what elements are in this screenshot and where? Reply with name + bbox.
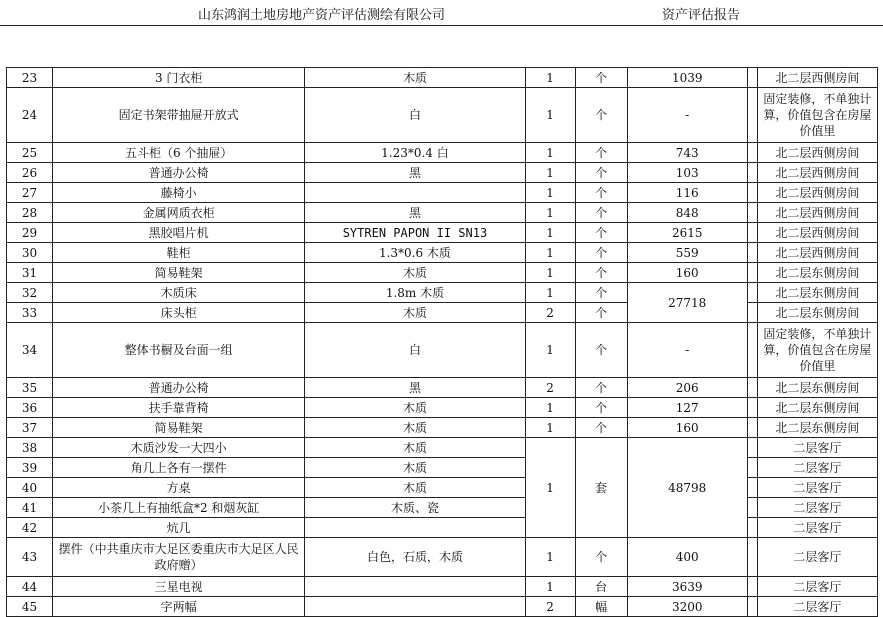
row-number: 28 xyxy=(7,203,53,223)
item-location: 北二层东侧房间 xyxy=(757,263,877,283)
gap-cell xyxy=(747,577,757,597)
item-qty: 1 xyxy=(525,88,575,143)
item-name: 固定书架带抽屉开放式 xyxy=(53,88,305,143)
row-number: 45 xyxy=(7,597,53,617)
item-unit: 个 xyxy=(575,398,627,418)
item-spec xyxy=(305,183,525,203)
gap-cell xyxy=(747,498,757,518)
item-spec: 白色，石质，木质 xyxy=(305,538,525,577)
item-name: 藤椅小 xyxy=(53,183,305,203)
gap-cell xyxy=(747,538,757,577)
gap-cell xyxy=(747,458,757,478)
row-number: 36 xyxy=(7,398,53,418)
item-unit: 个 xyxy=(575,143,627,163)
item-qty: 1 xyxy=(525,398,575,418)
item-value: 27718 xyxy=(627,283,747,323)
item-spec: 木质 xyxy=(305,478,525,498)
item-name: 方桌 xyxy=(53,478,305,498)
item-name: 鞋柜 xyxy=(53,243,305,263)
item-location: 北二层东侧房间 xyxy=(757,398,877,418)
item-value: 103 xyxy=(627,163,747,183)
item-name: 普通办公椅 xyxy=(53,378,305,398)
item-unit: 个 xyxy=(575,418,627,438)
item-qty: 2 xyxy=(525,303,575,323)
item-name: 床头柜 xyxy=(53,303,305,323)
item-value: 116 xyxy=(627,183,747,203)
item-unit: 个 xyxy=(575,303,627,323)
gap-cell xyxy=(747,418,757,438)
row-number: 37 xyxy=(7,418,53,438)
item-spec: 1.3*0.6 木质 xyxy=(305,243,525,263)
item-name: 木质床 xyxy=(53,283,305,303)
item-location: 二层客厅 xyxy=(757,597,877,617)
item-value: 206 xyxy=(627,378,747,398)
item-unit: 个 xyxy=(575,203,627,223)
item-name: 整体书橱及台面一组 xyxy=(53,323,305,378)
item-name: 简易鞋架 xyxy=(53,418,305,438)
gap-cell xyxy=(747,283,757,303)
row-number: 33 xyxy=(7,303,53,323)
item-spec: 黑 xyxy=(305,203,525,223)
row-number: 30 xyxy=(7,243,53,263)
item-spec: 木质、瓷 xyxy=(305,498,525,518)
table-row xyxy=(7,88,878,143)
item-name: 金属网质衣柜 xyxy=(53,203,305,223)
item-qty: 1 xyxy=(525,263,575,283)
item-value: 848 xyxy=(627,203,747,223)
table-row xyxy=(7,143,878,163)
row-number: 42 xyxy=(7,518,53,538)
header-divider xyxy=(0,25,883,26)
item-spec: 黑 xyxy=(305,163,525,183)
table-row xyxy=(7,163,878,183)
page-header xyxy=(0,0,883,26)
item-location: 二层客厅 xyxy=(757,518,877,538)
item-location: 北二层东侧房间 xyxy=(757,303,877,323)
item-spec: 木质 xyxy=(305,438,525,458)
item-location: 二层客厅 xyxy=(757,458,877,478)
table-row xyxy=(7,283,878,303)
table-row xyxy=(7,223,878,243)
item-location: 北二层西侧房间 xyxy=(757,163,877,183)
row-number: 25 xyxy=(7,143,53,163)
table-row xyxy=(7,438,878,458)
item-value: 3200 xyxy=(627,597,747,617)
table-row xyxy=(7,303,878,323)
gap-cell xyxy=(747,203,757,223)
table-row xyxy=(7,418,878,438)
item-location: 北二层西侧房间 xyxy=(757,223,877,243)
item-qty: 1 xyxy=(525,538,575,577)
item-name: 小茶几上有抽纸盒*2 和烟灰缸 xyxy=(53,498,305,518)
item-spec: 木质 xyxy=(305,303,525,323)
item-name: 3 门衣柜 xyxy=(53,68,305,88)
item-unit: 幅 xyxy=(575,597,627,617)
item-location: 北二层西侧房间 xyxy=(757,68,877,88)
item-qty: 1 xyxy=(525,143,575,163)
gap-cell xyxy=(747,378,757,398)
item-spec: 白 xyxy=(305,88,525,143)
item-value: 743 xyxy=(627,143,747,163)
gap-cell xyxy=(747,183,757,203)
row-number: 34 xyxy=(7,323,53,378)
item-unit: 个 xyxy=(575,323,627,378)
table-row xyxy=(7,458,878,478)
item-qty: 2 xyxy=(525,378,575,398)
table-row xyxy=(7,498,878,518)
item-spec xyxy=(305,597,525,617)
gap-cell xyxy=(747,243,757,263)
table-row xyxy=(7,378,878,398)
item-value: 3639 xyxy=(627,577,747,597)
item-name: 角几上各有一摆件 xyxy=(53,458,305,478)
item-location: 二层客厅 xyxy=(757,577,877,597)
item-value: 127 xyxy=(627,398,747,418)
item-spec xyxy=(305,518,525,538)
item-location: 二层客厅 xyxy=(757,438,877,458)
table-row xyxy=(7,518,878,538)
table-row xyxy=(7,577,878,597)
gap-cell xyxy=(747,68,757,88)
item-spec: 木质 xyxy=(305,418,525,438)
asset-inventory-table xyxy=(6,67,878,617)
item-qty: 1 xyxy=(525,203,575,223)
item-spec: SYTREN PAPON II SN13 xyxy=(305,223,525,243)
item-location: 北二层西侧房间 xyxy=(757,143,877,163)
item-name: 三星电视 xyxy=(53,577,305,597)
item-name: 简易鞋架 xyxy=(53,263,305,283)
item-unit: 台 xyxy=(575,577,627,597)
item-spec: 木质 xyxy=(305,398,525,418)
item-spec: 1.23*0.4 白 xyxy=(305,143,525,163)
item-name: 扶手靠背椅 xyxy=(53,398,305,418)
item-name: 五斗柜（6 个抽屉） xyxy=(53,143,305,163)
item-spec: 木质 xyxy=(305,263,525,283)
item-value: 1039 xyxy=(627,68,747,88)
item-value: - xyxy=(627,88,747,143)
item-value: 160 xyxy=(627,263,747,283)
item-unit: 个 xyxy=(575,283,627,303)
gap-cell xyxy=(747,303,757,323)
item-unit: 个 xyxy=(575,223,627,243)
item-location: 北二层东侧房间 xyxy=(757,283,877,303)
row-number: 40 xyxy=(7,478,53,498)
item-spec: 白 xyxy=(305,323,525,378)
gap-cell xyxy=(747,478,757,498)
item-location: 北二层西侧房间 xyxy=(757,243,877,263)
table-row xyxy=(7,203,878,223)
gap-cell xyxy=(747,398,757,418)
item-qty: 1 xyxy=(525,163,575,183)
gap-cell xyxy=(747,143,757,163)
item-spec: 木质 xyxy=(305,68,525,88)
item-name: 黑胶唱片机 xyxy=(53,223,305,243)
item-spec: 1.8m 木质 xyxy=(305,283,525,303)
row-number: 41 xyxy=(7,498,53,518)
table-row xyxy=(7,68,878,88)
item-name: 炕几 xyxy=(53,518,305,538)
item-unit: 个 xyxy=(575,88,627,143)
row-number: 29 xyxy=(7,223,53,243)
item-unit: 个 xyxy=(575,163,627,183)
gap-cell xyxy=(747,88,757,143)
item-value: 48798 xyxy=(627,438,747,538)
item-unit: 个 xyxy=(575,378,627,398)
item-unit: 个 xyxy=(575,243,627,263)
item-qty: 1 xyxy=(525,243,575,263)
table-row xyxy=(7,597,878,617)
gap-cell xyxy=(747,597,757,617)
item-location: 固定装修，不单独计算，价值包含在房屋价值里 xyxy=(757,88,877,143)
item-location: 北二层西侧房间 xyxy=(757,183,877,203)
item-qty: 1 xyxy=(525,438,575,538)
item-value: - xyxy=(627,323,747,378)
item-location: 北二层东侧房间 xyxy=(757,378,877,398)
table-row xyxy=(7,538,878,577)
row-number: 39 xyxy=(7,458,53,478)
table-row xyxy=(7,263,878,283)
item-qty: 1 xyxy=(525,223,575,243)
row-number: 32 xyxy=(7,283,53,303)
gap-cell xyxy=(747,263,757,283)
row-number: 24 xyxy=(7,88,53,143)
gap-cell xyxy=(747,223,757,243)
row-number: 35 xyxy=(7,378,53,398)
item-spec: 黑 xyxy=(305,378,525,398)
item-value: 160 xyxy=(627,418,747,438)
item-spec xyxy=(305,577,525,597)
item-spec: 木质 xyxy=(305,458,525,478)
company-name: 山东鸿润土地房地产资产评估测绘有限公司 xyxy=(198,8,446,23)
item-value: 559 xyxy=(627,243,747,263)
item-location: 二层客厅 xyxy=(757,498,877,518)
item-qty: 1 xyxy=(525,577,575,597)
item-qty: 1 xyxy=(525,323,575,378)
item-qty: 2 xyxy=(525,597,575,617)
row-number: 26 xyxy=(7,163,53,183)
item-location: 北二层东侧房间 xyxy=(757,418,877,438)
item-qty: 1 xyxy=(525,283,575,303)
row-number: 44 xyxy=(7,577,53,597)
item-unit: 个 xyxy=(575,183,627,203)
item-location: 二层客厅 xyxy=(757,538,877,577)
item-name: 普通办公椅 xyxy=(53,163,305,183)
item-name: 木质沙发一大四小 xyxy=(53,438,305,458)
gap-cell xyxy=(747,438,757,458)
item-value: 2615 xyxy=(627,223,747,243)
item-qty: 1 xyxy=(525,68,575,88)
gap-cell xyxy=(747,518,757,538)
item-unit: 个 xyxy=(575,263,627,283)
row-number: 38 xyxy=(7,438,53,458)
row-number: 43 xyxy=(7,538,53,577)
row-number: 23 xyxy=(7,68,53,88)
item-name: 字两幅 xyxy=(53,597,305,617)
item-qty: 1 xyxy=(525,418,575,438)
row-number: 31 xyxy=(7,263,53,283)
table-row xyxy=(7,323,878,378)
table-row xyxy=(7,243,878,263)
report-title: 资产评估报告 xyxy=(662,8,741,23)
table-row xyxy=(7,478,878,498)
gap-cell xyxy=(747,323,757,378)
item-unit: 套 xyxy=(575,438,627,538)
item-value: 400 xyxy=(627,538,747,577)
gap-cell xyxy=(747,163,757,183)
item-unit: 个 xyxy=(575,68,627,88)
item-location: 二层客厅 xyxy=(757,478,877,498)
item-unit: 个 xyxy=(575,538,627,577)
table-row xyxy=(7,398,878,418)
row-number: 27 xyxy=(7,183,53,203)
item-location: 固定装修，不单独计算，价值包含在房屋价值里 xyxy=(757,323,877,378)
item-location: 北二层西侧房间 xyxy=(757,203,877,223)
item-name: 摆件（中共重庆市大足区委重庆市大足区人民政府赠） xyxy=(53,538,305,577)
table-row xyxy=(7,183,878,203)
item-qty: 1 xyxy=(525,183,575,203)
